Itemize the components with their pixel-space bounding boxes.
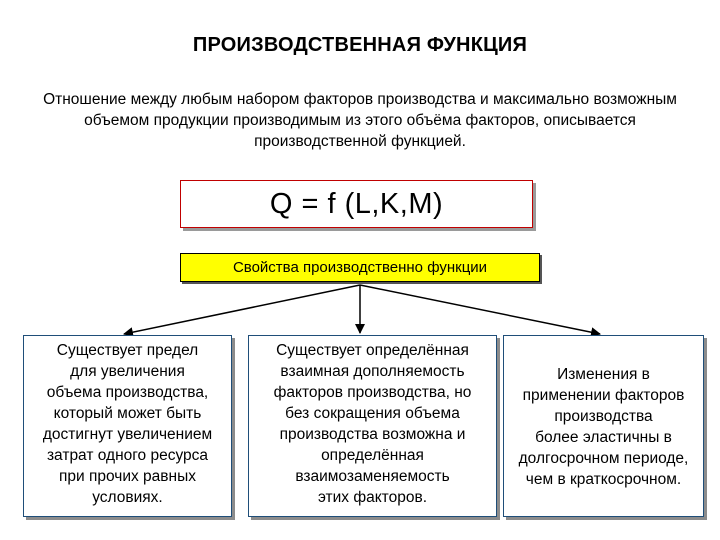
property-card-complementarity: Существует определённая взаимная дополняемость факторов производства, но без сокращения объема производства возможна и определённая взаимозаменяемость этих факторов. bbox=[248, 335, 497, 517]
page-title: ПРОИЗВОДСТВЕННАЯ ФУНКЦИЯ bbox=[192, 34, 528, 56]
definition-text: Отношение между любым набором факторов производства и максимально возможным объемом продукции производимым из этого объёма факторов, описывается производственной функцией. bbox=[43, 91, 677, 150]
property-card-elasticity: Изменения в применении факторов производства более эластичны в долгосрочном периоде, чем в краткосрочном. bbox=[503, 335, 704, 517]
formula-text: Q = f (L,K,M) bbox=[269, 187, 444, 220]
property-card-limit: Существует предел для увеличения объема производства, который может быть достигнут увеличением затрат одного ресурса при прочих равных условиях. bbox=[23, 335, 232, 517]
arrow-left bbox=[124, 285, 360, 334]
properties-label: Свойства производственно функции bbox=[232, 259, 488, 276]
arrow-right bbox=[360, 285, 600, 334]
